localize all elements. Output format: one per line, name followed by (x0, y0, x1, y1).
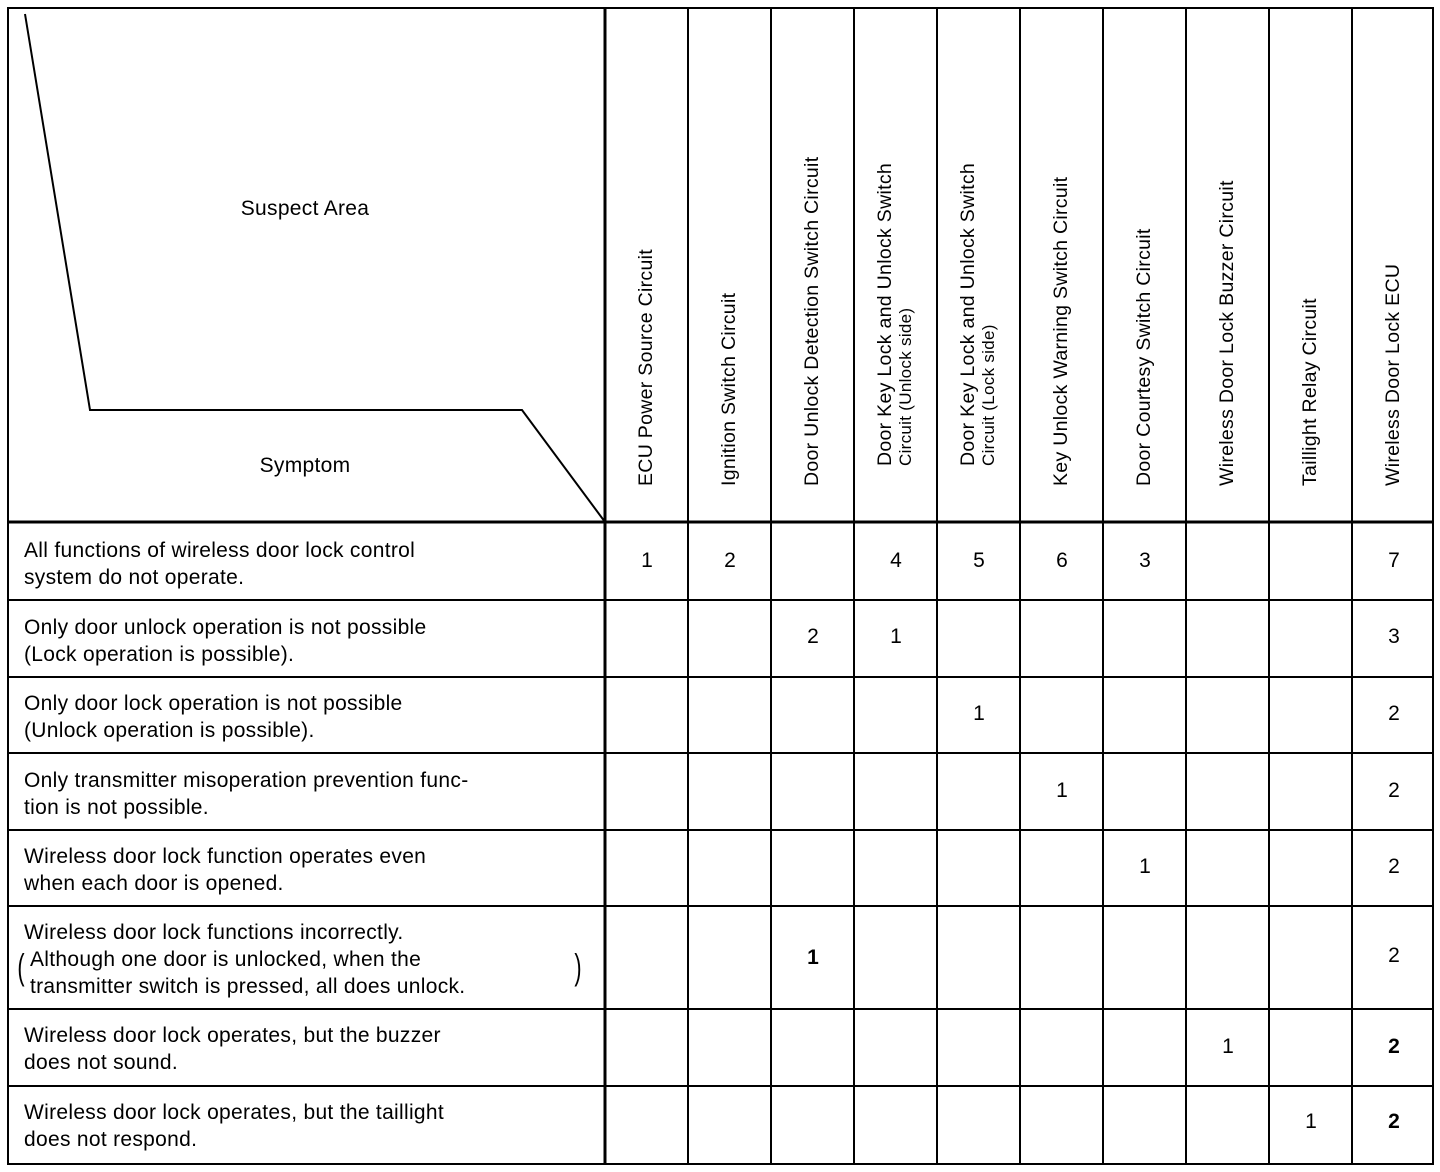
cell-r1-c5: 5 (973, 549, 985, 572)
cell-r1-c2: 2 (724, 549, 736, 572)
symptom-row-6: Wireless door lock functions incorrectly. Although one door is unlocked, when the transmitter switch is pressed, all does unlock. (24, 921, 466, 998)
column-header-door-key-unlock-side: Door Key Lock and Unlock Switch Circuit (Unlock side) (874, 162, 915, 466)
cell-r3-c5: 1 (973, 702, 985, 725)
suspect-area-label: Suspect Area (240, 197, 370, 220)
cell-r8-c9: 1 (1305, 1110, 1317, 1133)
symptom-row-8: Wireless door lock operates, but the taillight does not respond. (24, 1101, 444, 1151)
column-header-door-key-lock-side: Door Key Lock and Unlock Switch Circuit (Lock side) (957, 162, 998, 466)
open-bracket: ( (17, 946, 25, 987)
column-header-ignition-switch: Ignition Switch Circuit (718, 292, 740, 486)
cell-r6-c10: 2 (1388, 944, 1400, 967)
cell-r1-c10: 7 (1388, 549, 1400, 572)
symptom-row-3: Only door lock operation is not possible (Unlock operation is possible). (24, 692, 403, 742)
cell-r1-c7: 3 (1139, 549, 1151, 572)
cell-r4-c6: 1 (1056, 779, 1068, 802)
cell-r7-c10: 2 (1388, 1035, 1400, 1058)
column-header-wireless-ecu: Wireless Door Lock ECU (1382, 263, 1404, 486)
symptom-row-1: All functions of wireless door lock control system do not operate. (24, 539, 416, 589)
cell-r4-c10: 2 (1388, 779, 1400, 802)
cell-r2-c4: 1 (890, 625, 902, 648)
column-header-door-unlock-detection: Door Unlock Detection Switch Circuit (801, 156, 823, 486)
symptom-row-7: Wireless door lock operates, but the buzzer does not sound. (24, 1024, 441, 1074)
symptom-row-4: Only transmitter misoperation prevention func- tion is not possible. (24, 769, 469, 819)
cell-r5-c10: 2 (1388, 855, 1400, 878)
column-header-ecu-power-source: ECU Power Source Circuit (635, 249, 657, 486)
cell-r6-c3: 1 (807, 946, 819, 969)
cell-r1-c6: 6 (1056, 549, 1068, 572)
symptom-row-5: Wireless door lock function operates even when each door is opened. (24, 845, 427, 895)
column-header-door-courtesy-switch: Door Courtesy Switch Circuit (1133, 228, 1155, 486)
cell-r3-c10: 2 (1388, 702, 1400, 725)
cell-r1-c1: 1 (641, 549, 653, 572)
column-header-key-unlock-warning: Key Unlock Warning Switch Circuit (1050, 176, 1072, 486)
column-header-taillight-relay: Taillight Relay Circuit (1299, 298, 1321, 486)
cell-r1-c4: 4 (890, 549, 902, 572)
symptom-row-2: Only door unlock operation is not possible (Lock operation is possible). (24, 616, 427, 666)
symptom-label: Symptom (259, 454, 351, 477)
cell-r5-c7: 1 (1139, 855, 1151, 878)
cell-r2-c3: 2 (807, 625, 819, 648)
cell-r7-c8: 1 (1222, 1035, 1234, 1058)
column-header-wireless-buzzer: Wireless Door Lock Buzzer Circuit (1216, 180, 1238, 486)
cell-r2-c10: 3 (1388, 625, 1400, 648)
cell-r8-c10: 2 (1388, 1110, 1400, 1133)
close-bracket: ) (574, 946, 582, 987)
